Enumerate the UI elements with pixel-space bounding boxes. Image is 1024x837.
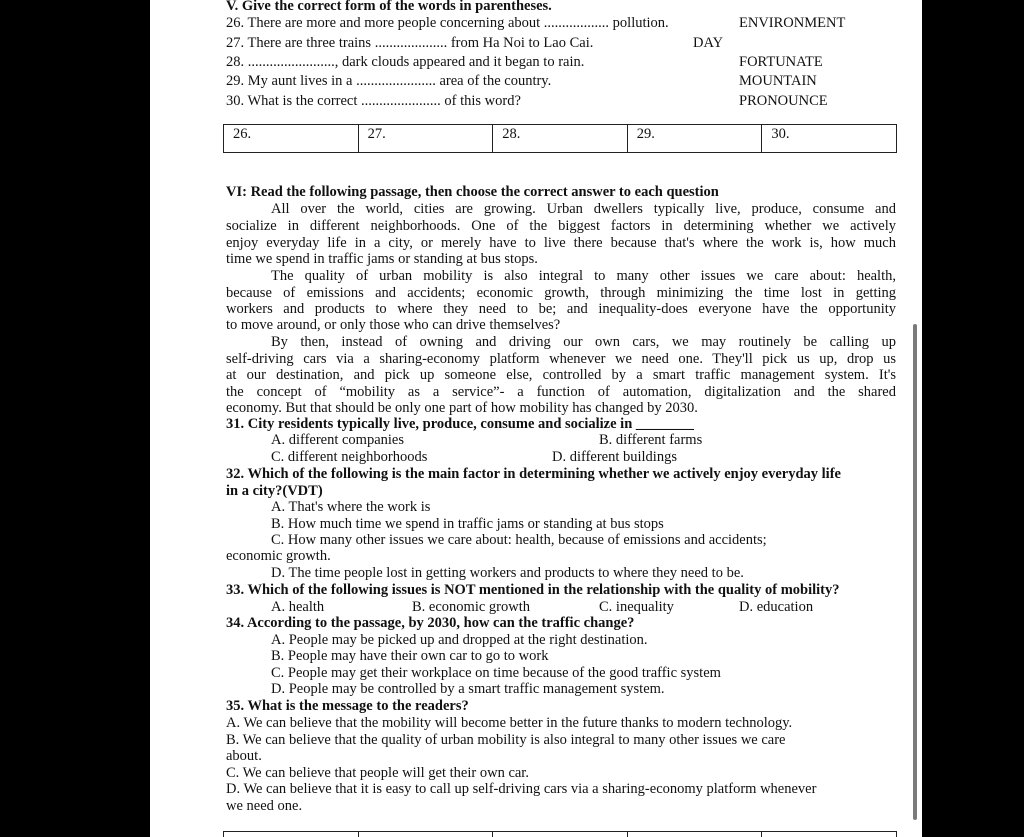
passage-p3-line4: the concept of “mobility as a service”- a function of automation, digitalization and the shared [226,384,896,400]
q33-option-b[interactable]: B. economic growth [412,599,530,615]
question-30: 30. What is the correct ...................... of this word? [226,93,521,109]
answer-cell-27[interactable]: 27. [358,125,493,153]
question-34: 34. According to the passage, by 2030, how can the traffic change? [226,615,635,631]
passage-p3-line2: self-driving cars via a sharing-economy platform whenever we need one. They'll pick us up, drop us [226,351,896,367]
question-28: 28. ........................, dark clouds appeared and it began to rain. [226,54,585,70]
q33-option-c[interactable]: C. inequality [599,599,674,615]
word-day: DAY [693,35,724,51]
q34-option-c[interactable]: C. People may get their workplace on time because of the good traffic system [271,665,721,681]
passage-p2-line2: because of emissions and accidents; economic growth, through minimizing the time lost in getting [226,285,896,301]
q31-option-b[interactable]: B. different farms [599,432,703,448]
q33-option-d[interactable]: D. education [739,599,814,615]
q35-option-b-cont: about. [226,748,262,764]
answer-table [223,124,897,153]
q32-option-a[interactable]: A. That's where the work is [271,499,431,515]
passage-p1-line2: socialize in different neighborhoods. One of the biggest factors in determining whether we actively [226,218,896,234]
passage-p1-line3: enjoy everyday life in a city, or merely have to live there because that's where the work is, how much [226,235,896,251]
question-31: 31. City residents typically live, produce, consume and socialize in ________ [226,416,694,432]
q34-option-b[interactable]: B. People may have their own car to go to work [271,648,549,664]
answer-cell-26[interactable]: 26. [224,125,359,153]
answer2-cell-2[interactable] [358,832,493,837]
q32-option-c[interactable]: C. How many other issues we care about: health, because of emissions and accidents; [271,532,767,548]
q31-option-c[interactable]: C. different neighborhoods [271,449,428,465]
q34-option-d[interactable]: D. People may be controlled by a smart traffic management system. [271,681,665,697]
question-33: 33. Which of the following issues is NOT mentioned in the relationship with the quality of mobility? [226,582,840,598]
answer2-cell-4[interactable] [627,832,762,837]
q32-option-b[interactable]: B. How much time we spend in traffic jams or standing at bus stops [271,516,664,532]
passage-p1-line1: All over the world, cities are growing. Urban dwellers typically live, produce, consume and [271,201,896,217]
question-35: 35. What is the message to the readers? [226,698,469,714]
answer2-cell-5[interactable] [762,832,897,837]
q35-option-d[interactable]: D. We can believe that it is easy to call up self-driving cars via a sharing-economy platform whenever [226,781,817,797]
passage-p2-line4: to move around, or only those who can drive themselves? [226,317,561,333]
question-32: 32. Which of the following is the main factor in determining whether we actively enjoy everyday life [226,466,841,482]
passage-p3-line5: economy. But that should be only one part of how mobility has changed by 2030. [226,400,698,416]
section-6-title: VI: Read the following passage, then choose the correct answer to each question [226,184,719,200]
document-page [150,0,922,837]
passage-p3-line1: By then, instead of owning and driving our own cars, we may routinely be calling up [271,334,896,350]
answer2-cell-3[interactable] [493,832,628,837]
word-mountain: MOUNTAIN [739,73,817,89]
q33-option-a[interactable]: A. health [271,599,325,615]
passage-p3-line3: at our destination, and pick up someone else, controlled by a smart traffic management system. It's [226,367,896,383]
question-32-cont: in a city?(VDT) [226,483,323,499]
question-29: 29. My aunt lives in a ...................... area of the country. [226,73,552,89]
q32-option-d[interactable]: D. The time people lost in getting workers and products to where they need to be. [271,565,744,581]
q31-option-d[interactable]: D. different buildings [552,449,677,465]
answer-cell-29[interactable]: 29. [627,125,762,153]
q35-option-c[interactable]: C. We can believe that people will get their own car. [226,765,529,781]
q35-option-a[interactable]: A. We can believe that the mobility will become better in the future thanks to modern technology. [226,715,793,731]
answer2-cell-1[interactable] [224,832,359,837]
q35-option-d-cont: we need one. [226,798,303,814]
passage-p2-line1: The quality of urban mobility is also integral to many other issues we care about: health, [271,268,896,284]
question-27: 27. There are three trains .................... from Ha Noi to Lao Cai. [226,35,594,51]
word-pronounce: PRONOUNCE [739,93,828,109]
section-5-title: V. Give the correct form of the words in parentheses. [226,0,552,14]
question-26: 26. There are more and more people concerning about .................. pollution. [226,15,669,31]
answer-table-2 [223,831,897,837]
q35-option-b[interactable]: B. We can believe that the quality of urban mobility is also integral to many other issues we care [226,732,786,748]
scrollbar[interactable] [913,324,917,820]
answer-cell-28[interactable]: 28. [493,125,628,153]
word-environment: ENVIRONMENT [739,15,846,31]
q32-option-c-cont: economic growth. [226,548,331,564]
answer-cell-30[interactable]: 30. [762,125,897,153]
passage-p2-line3: workers and products to where they need to be; and inequality-does everyone have the opportunity [226,301,896,317]
q34-option-a[interactable]: A. People may be picked up and dropped at the right destination. [271,632,648,648]
word-fortunate: FORTUNATE [739,54,823,70]
passage-p1-line4: time we spend in traffic jams or standing at bus stops. [226,251,538,267]
q31-option-a[interactable]: A. different companies [271,432,405,448]
